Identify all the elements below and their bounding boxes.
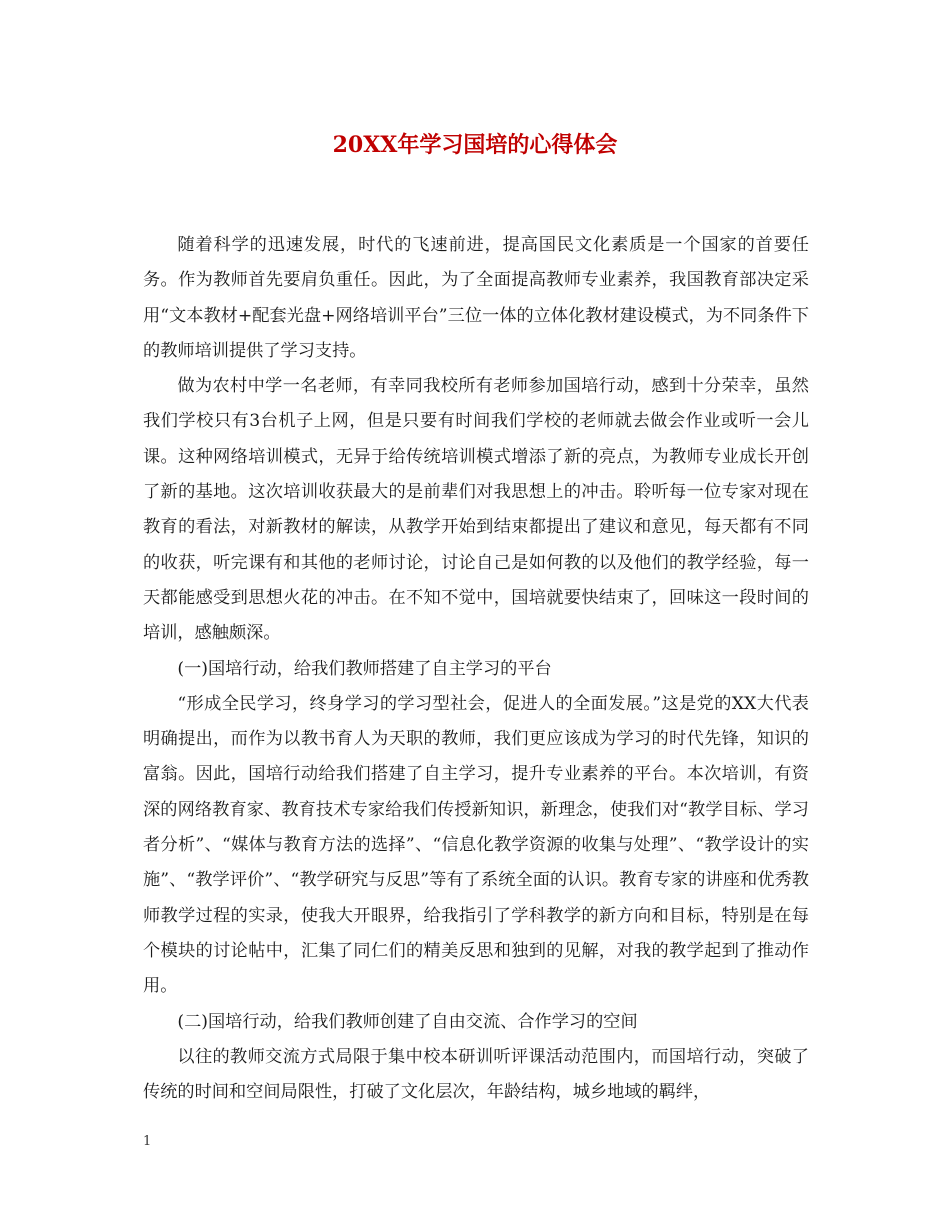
document-title: 20XX年学习国培的心得体会	[332, 132, 618, 158]
paragraph-section-1: “形成全民学习，终身学习的学习型社会，促进人的全面发展。”这是党的XX大代表明确提出，而作为以教书育人为天职的教师，我们更应该成为学习的时代先锋，知识的富翁。因此，国培行动给我们搭建了自主学习，提升专业素养的平台。本次培训，有资深的网络教育家、教育技术专家给我们传授新知识，新理念，使我们对“教学目标、学习者分析”、“媒体与教育方法的选择”、“信息化教学资源的收集与处理”、“教学设计的实施”、“教学评价”、“教学研究与反思”等有了系统全面的认识。教育专家的讲座和优秀教师教学过程的实录，使我大开眼界，给我指引了学科教学的新方向和目标，特别是在每个模块的讨论帖中，汇集了同仁们的精美反思和独到的见解，对我的教学起到了推动作用。	[143, 693, 809, 997]
document-body	[143, 228, 809, 1110]
page-number: 1	[143, 1134, 152, 1149]
paragraph-experience: 做为农村中学一名老师，有幸同我校所有老师参加国培行动，感到十分荣幸，虽然我们学校只有3台机子上网，但是只要有时间我们学校的老师就去做会作业或听一会儿课。这种网络培训模式，无异于给传统培训模式增添了新的亮点，为教师专业成长开创了新的基地。这次培训收获最大的是前辈们对我思想上的冲击。聆听每一位专家对现在教育的看法，对新教材的解读，从教学开始到结束都提出了建议和意见，每天都有不同的收获，听完课有和其他的老师讨论，讨论自己是如何教的以及他们的教学经验，每一天都能感受到思想火花的冲击。在不知不觉中，国培就要快结束了，回味这一段时间的培训，感触颇深。	[143, 376, 809, 644]
section-heading-1: (一)国培行动，给我们教师搭建了自主学习的平台	[177, 658, 552, 679]
section-heading-2: (二)国培行动，给我们教师创建了自由交流、合作学习的空间	[177, 1011, 638, 1032]
paragraph-section-2: 以往的教师交流方式局限于集中校本研训听评课活动范围内，而国培行动，突破了传统的时间和空间局限性，打破了文化层次，年龄结构，城乡地域的羁绊，	[143, 1046, 809, 1103]
paragraph-intro: 随着科学的迅速发展，时代的飞速前进，提高国民文化素质是一个国家的首要任务。作为教师首先要肩负重任。因此，为了全面提高教师专业素养，我国教育部决定采用“文本教材+配套光盘+网络培训平台”三位一体的立体化教材建设模式，为不同条件下的教师培训提供了学习支持。	[143, 235, 809, 361]
